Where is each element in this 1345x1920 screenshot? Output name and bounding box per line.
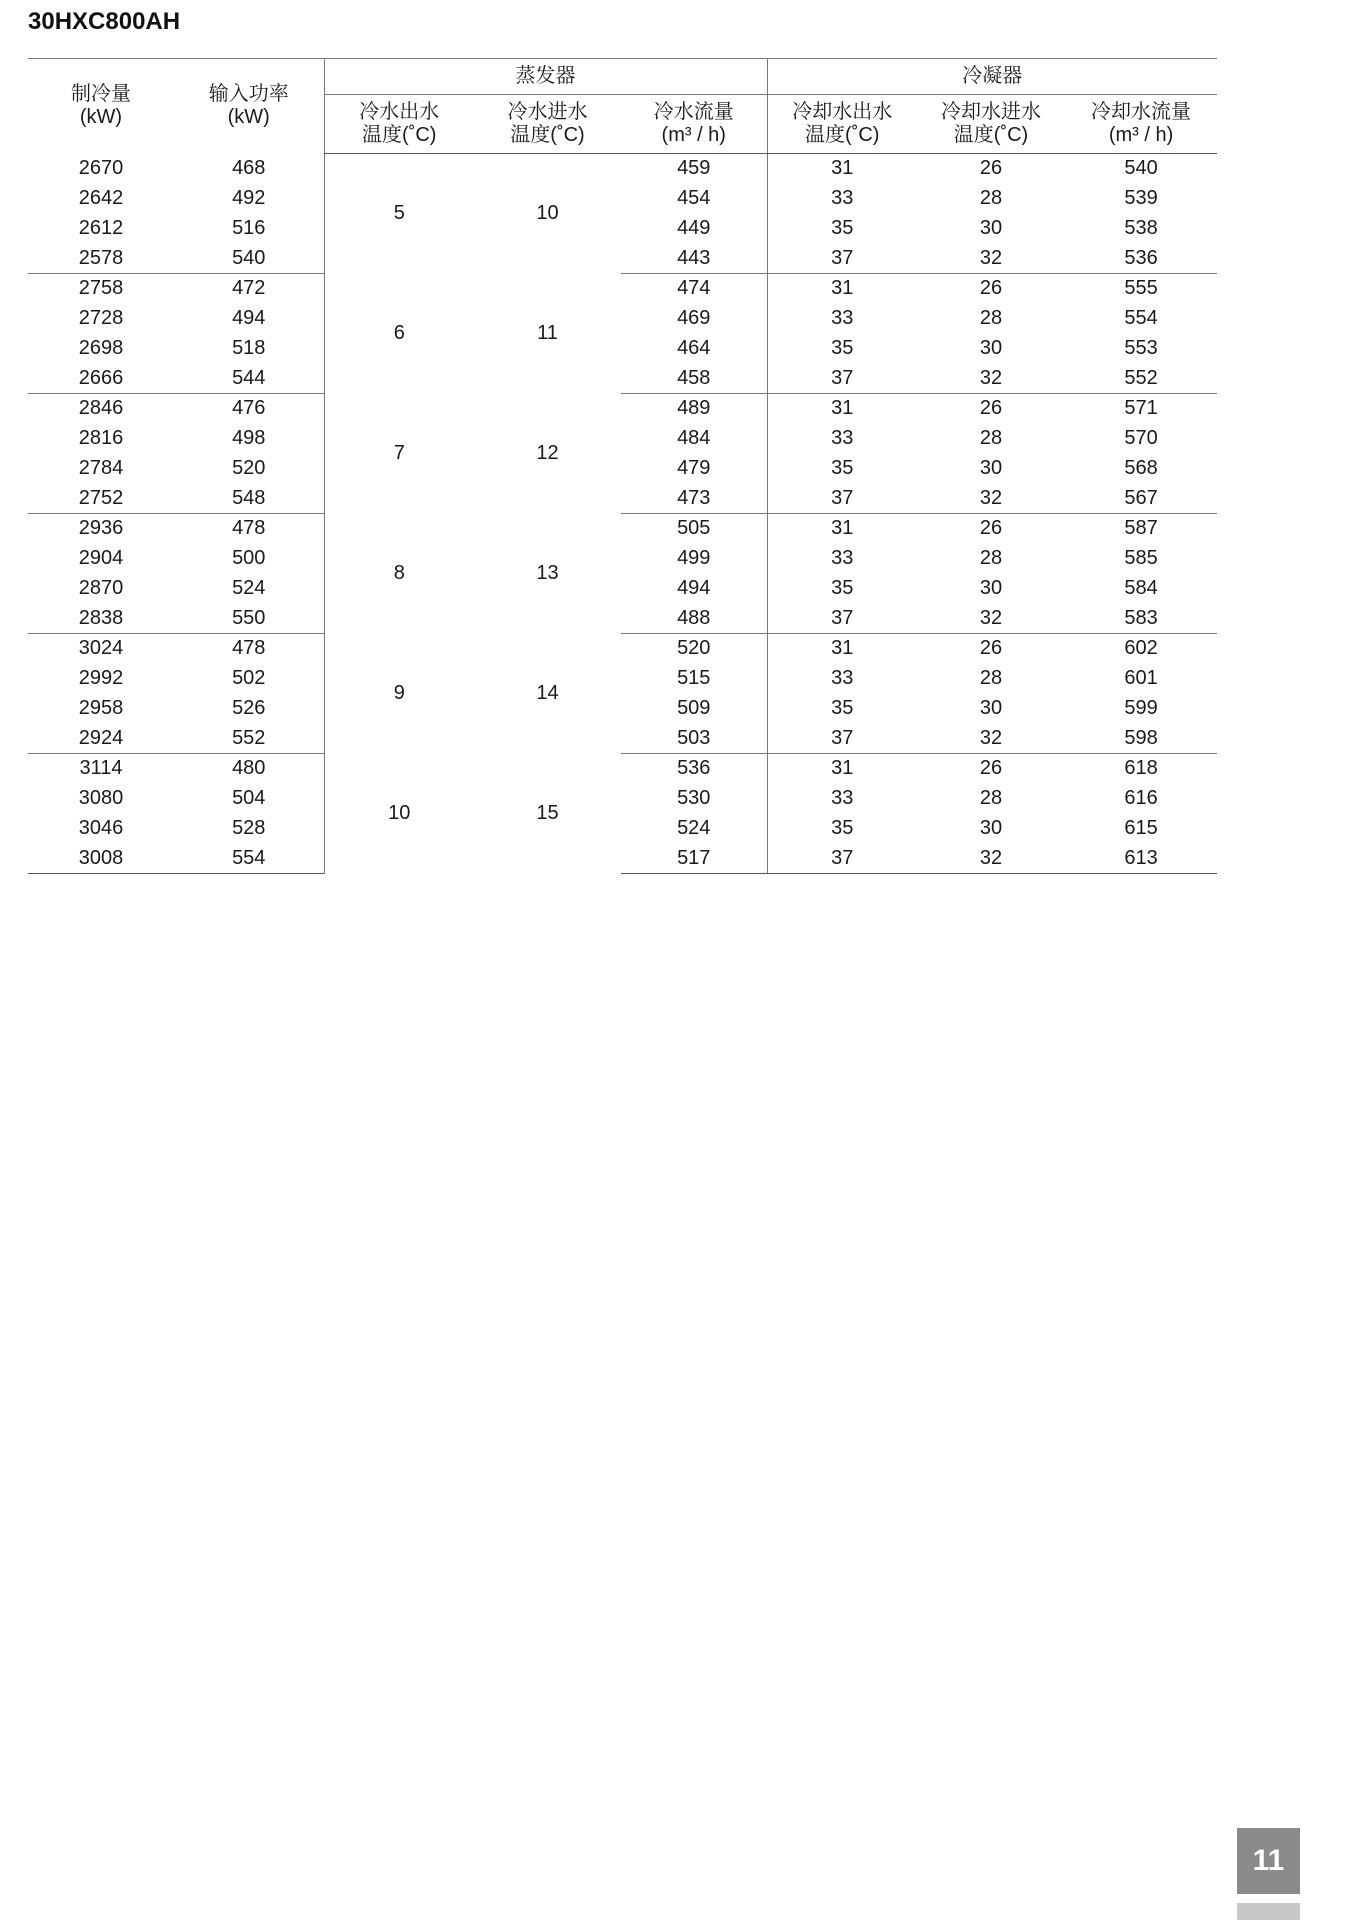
cell-evap-flow: 505 — [677, 517, 711, 540]
cell-cond-out-temp: 33 — [767, 424, 917, 454]
cell-evap-flow: 458 — [621, 363, 767, 393]
cell-cond-out-temp: 37 — [767, 723, 917, 753]
cell-evap-out-temp: 8 — [324, 514, 474, 634]
table-row — [28, 154, 1217, 184]
cell-cond-in-temp: 28 — [979, 667, 1003, 690]
cell-power: 468 — [232, 157, 266, 180]
cell-cond-out-temp: 35 — [767, 454, 917, 484]
cell-cond-flow: 567 — [1065, 483, 1217, 513]
cell-cond-in-temp: 32 — [917, 723, 1065, 753]
cell-cond-out-temp: 33 — [767, 184, 917, 214]
cell-cond-in-temp: 32 — [917, 843, 1065, 873]
cell-cond-out-temp: 31 — [767, 394, 917, 424]
cell-cond-out-temp: 37 — [767, 363, 917, 393]
header-evap-flow: 冷水流量 (m³ / h) — [621, 95, 767, 154]
header-cond-in: 冷却水进水 温度(˚C) — [917, 95, 1065, 154]
cell-cond-out-temp: 35 — [767, 694, 917, 724]
cell-power: 528 — [232, 816, 266, 839]
cell-evap-flow: 473 — [621, 483, 767, 513]
cell-power: 550 — [174, 603, 324, 633]
cell-evap-flow: 494 — [677, 576, 711, 599]
table-row — [28, 843, 1217, 873]
cell-power: 472 — [232, 277, 266, 300]
cell-capacity: 3008 — [28, 843, 174, 873]
cell-evap-flow: 499 — [677, 547, 711, 570]
cell-cond-flow: 599 — [1124, 696, 1158, 719]
table-row — [28, 694, 1217, 724]
table-row — [28, 304, 1217, 334]
cell-capacity: 2752 — [28, 483, 174, 513]
cell-cond-out-temp: 33 — [767, 664, 917, 694]
cell-cond-flow: 568 — [1124, 456, 1158, 479]
cell-power: 524 — [232, 576, 266, 599]
table-body — [28, 154, 1217, 874]
cell-capacity: 2728 — [78, 307, 124, 330]
cell-evap-in-temp: 15 — [536, 802, 559, 824]
cell-capacity: 2666 — [28, 363, 174, 393]
table-row — [28, 514, 1217, 544]
cell-capacity: 3024 — [78, 637, 124, 660]
cell-cond-in-temp: 30 — [979, 696, 1003, 719]
cell-cond-out-temp: 35 — [767, 214, 917, 244]
table-row — [28, 634, 1217, 664]
cell-capacity: 3080 — [78, 787, 124, 810]
cell-power: 516 — [232, 216, 266, 239]
cell-capacity: 3046 — [78, 816, 124, 839]
cell-power: 548 — [174, 483, 324, 513]
table-row — [28, 574, 1217, 604]
cell-power: 552 — [174, 723, 324, 753]
cell-cond-in-temp: 28 — [979, 547, 1003, 570]
cell-evap-in-temp: 10 — [536, 202, 559, 225]
cell-evap-flow: 536 — [677, 757, 711, 780]
cell-power: 518 — [232, 336, 266, 359]
table-row — [28, 424, 1217, 454]
cell-evap-flow: 459 — [677, 157, 711, 180]
cell-cond-out-temp: 37 — [767, 843, 917, 873]
cell-cond-flow: 584 — [1124, 576, 1158, 599]
cell-power: 554 — [174, 843, 324, 873]
cell-power: 492 — [232, 187, 266, 210]
cell-evap-flow: 449 — [677, 216, 711, 239]
cell-capacity: 2904 — [78, 547, 124, 570]
header-capacity: 制冷量 (kW) — [28, 59, 174, 154]
header-power: 输入功率 (kW) — [174, 59, 324, 154]
cell-capacity: 2578 — [28, 243, 174, 273]
cell-evap-out-temp: 5 — [324, 154, 474, 274]
cell-cond-flow: 616 — [1124, 787, 1158, 810]
table-row — [28, 723, 1217, 753]
cell-capacity: 2816 — [78, 427, 124, 450]
cell-evap-flow: 530 — [677, 787, 711, 810]
cell-power: 480 — [232, 757, 266, 780]
cell-power: 494 — [232, 307, 266, 330]
cell-cond-in-temp: 30 — [979, 336, 1003, 359]
cell-evap-flow: 515 — [677, 667, 711, 690]
cell-cond-in-temp: 32 — [917, 243, 1065, 273]
table-header — [28, 59, 1217, 154]
table-row — [28, 664, 1217, 694]
cell-cond-in-temp: 32 — [917, 483, 1065, 513]
table-row — [28, 274, 1217, 304]
cell-power: 544 — [174, 363, 324, 393]
table-row — [28, 184, 1217, 214]
cell-capacity: 2992 — [78, 667, 124, 690]
cell-cond-in-temp: 26 — [979, 757, 1003, 780]
cell-evap-in-temp: 11 — [537, 322, 558, 344]
cell-cond-flow: 554 — [1124, 307, 1158, 330]
table-row — [28, 603, 1217, 633]
table-row — [28, 334, 1217, 364]
cell-evap-flow: 484 — [677, 427, 711, 450]
cell-cond-flow: 536 — [1065, 243, 1217, 273]
cell-cond-out-temp: 35 — [767, 334, 917, 364]
cell-power: 478 — [232, 517, 266, 540]
cell-capacity: 2838 — [28, 603, 174, 633]
page-tab-decoration — [1237, 1903, 1300, 1920]
cell-cond-flow: 613 — [1065, 843, 1217, 873]
cell-evap-flow: 469 — [677, 307, 711, 330]
cell-cond-out-temp: 37 — [767, 243, 917, 273]
cell-cond-flow: 571 — [1124, 397, 1158, 420]
cell-evap-flow: 503 — [621, 723, 767, 753]
cell-cond-flow: 539 — [1124, 187, 1158, 210]
cell-power: 540 — [174, 243, 324, 273]
cell-cond-flow: 553 — [1124, 336, 1158, 359]
cell-cond-in-temp: 32 — [917, 603, 1065, 633]
cell-capacity: 2784 — [78, 456, 124, 479]
cell-evap-in-temp: 13 — [536, 562, 559, 584]
cell-power: 476 — [232, 397, 266, 420]
cell-power: 526 — [232, 696, 266, 719]
cell-capacity: 2698 — [78, 336, 124, 359]
cell-evap-out-temp: 6 — [324, 274, 474, 394]
cell-capacity: 3114 — [79, 757, 123, 780]
model-title: 30HXC800AH — [28, 8, 181, 35]
cell-evap-out-temp: 10 — [324, 754, 474, 874]
cell-cond-flow: 570 — [1124, 427, 1158, 450]
cell-cond-in-temp: 30 — [979, 216, 1003, 239]
table-row — [28, 363, 1217, 393]
cell-cond-flow: 615 — [1124, 816, 1158, 839]
cell-capacity: 2936 — [78, 517, 124, 540]
table-row — [28, 544, 1217, 574]
table-row — [28, 814, 1217, 844]
table-row — [28, 394, 1217, 424]
cell-cond-in-temp: 26 — [979, 397, 1003, 420]
cell-capacity: 2958 — [78, 696, 124, 719]
cell-power: 504 — [232, 787, 266, 810]
cell-cond-flow: 598 — [1065, 723, 1217, 753]
header-evap-out: 冷水出水 温度(˚C) — [324, 95, 474, 154]
cell-power: 498 — [232, 427, 266, 450]
cell-evap-in-temp: 12 — [536, 442, 559, 464]
cell-cond-out-temp: 37 — [767, 483, 917, 513]
cell-capacity: 2612 — [78, 216, 124, 239]
cell-cond-out-temp: 31 — [767, 274, 917, 304]
cell-evap-in-temp: 14 — [536, 682, 559, 704]
page-number: 11 — [1237, 1828, 1300, 1894]
cell-cond-in-temp: 28 — [979, 787, 1003, 810]
cell-cond-in-temp: 28 — [979, 187, 1003, 210]
table-row — [28, 754, 1217, 784]
cell-cond-in-temp: 28 — [979, 307, 1003, 330]
cell-capacity: 2846 — [78, 397, 124, 420]
header-cond-out: 冷却水出水 温度(˚C) — [767, 95, 917, 154]
cell-cond-flow: 601 — [1124, 667, 1158, 690]
header-cond-flow: 冷却水流量 (m³ / h) — [1065, 95, 1217, 154]
cell-power: 500 — [232, 547, 266, 570]
cell-capacity: 2870 — [78, 576, 124, 599]
cell-cond-out-temp: 31 — [767, 514, 917, 544]
cell-cond-flow: 585 — [1124, 547, 1158, 570]
cell-cond-out-temp: 33 — [767, 544, 917, 574]
cell-evap-out-temp: 9 — [324, 634, 474, 754]
cell-cond-out-temp: 31 — [767, 754, 917, 784]
cell-cond-in-temp: 28 — [979, 427, 1003, 450]
table-row — [28, 784, 1217, 814]
cell-evap-flow: 479 — [677, 456, 711, 479]
cell-evap-flow: 488 — [621, 603, 767, 633]
cell-cond-out-temp: 35 — [767, 814, 917, 844]
cell-evap-flow: 517 — [621, 843, 767, 873]
cell-evap-flow: 454 — [677, 187, 711, 210]
cell-cond-in-temp: 30 — [979, 456, 1003, 479]
cell-evap-flow: 520 — [677, 637, 711, 660]
cell-cond-flow: 618 — [1124, 757, 1158, 780]
cell-cond-flow: 540 — [1124, 157, 1158, 180]
cell-cond-out-temp: 35 — [767, 574, 917, 604]
cell-cond-out-temp: 37 — [767, 603, 917, 633]
cell-cond-out-temp: 33 — [767, 784, 917, 814]
cell-cond-flow: 555 — [1124, 277, 1158, 300]
cell-cond-in-temp: 26 — [979, 517, 1003, 540]
cell-cond-flow: 538 — [1124, 216, 1158, 239]
cell-evap-flow: 509 — [677, 696, 711, 719]
cell-power: 520 — [232, 456, 266, 479]
cell-evap-flow: 489 — [677, 397, 711, 420]
header-evap-in: 冷水进水 温度(˚C) — [474, 95, 621, 154]
cell-cond-out-temp: 31 — [767, 154, 917, 184]
cell-cond-in-temp: 26 — [979, 637, 1003, 660]
cell-cond-flow: 602 — [1124, 637, 1158, 660]
cell-capacity: 2670 — [78, 157, 124, 180]
cell-cond-out-temp: 31 — [767, 634, 917, 664]
cell-evap-flow: 464 — [677, 336, 711, 359]
performance-table — [28, 58, 1217, 874]
cell-power: 478 — [232, 637, 266, 660]
header-condenser: 冷凝器 — [767, 59, 1217, 95]
cell-cond-flow: 552 — [1065, 363, 1217, 393]
cell-cond-in-temp: 30 — [979, 576, 1003, 599]
cell-capacity: 2758 — [78, 277, 124, 300]
cell-evap-out-temp: 7 — [324, 394, 474, 514]
table-row — [28, 243, 1217, 273]
cell-evap-flow: 474 — [677, 277, 711, 300]
cell-power: 502 — [232, 667, 266, 690]
cell-evap-flow: 524 — [677, 816, 711, 839]
cell-cond-flow: 587 — [1124, 517, 1158, 540]
cell-cond-flow: 583 — [1065, 603, 1217, 633]
table-row — [28, 483, 1217, 513]
table-row — [28, 214, 1217, 244]
cell-cond-in-temp: 26 — [979, 277, 1003, 300]
cell-capacity: 2924 — [28, 723, 174, 753]
cell-cond-out-temp: 33 — [767, 304, 917, 334]
cell-evap-flow: 443 — [621, 243, 767, 273]
header-evaporator: 蒸发器 — [324, 59, 767, 95]
cell-cond-in-temp: 30 — [979, 816, 1003, 839]
cell-cond-in-temp: 26 — [979, 157, 1003, 180]
table-row — [28, 454, 1217, 484]
cell-capacity: 2642 — [78, 187, 124, 210]
cell-cond-in-temp: 32 — [917, 363, 1065, 393]
